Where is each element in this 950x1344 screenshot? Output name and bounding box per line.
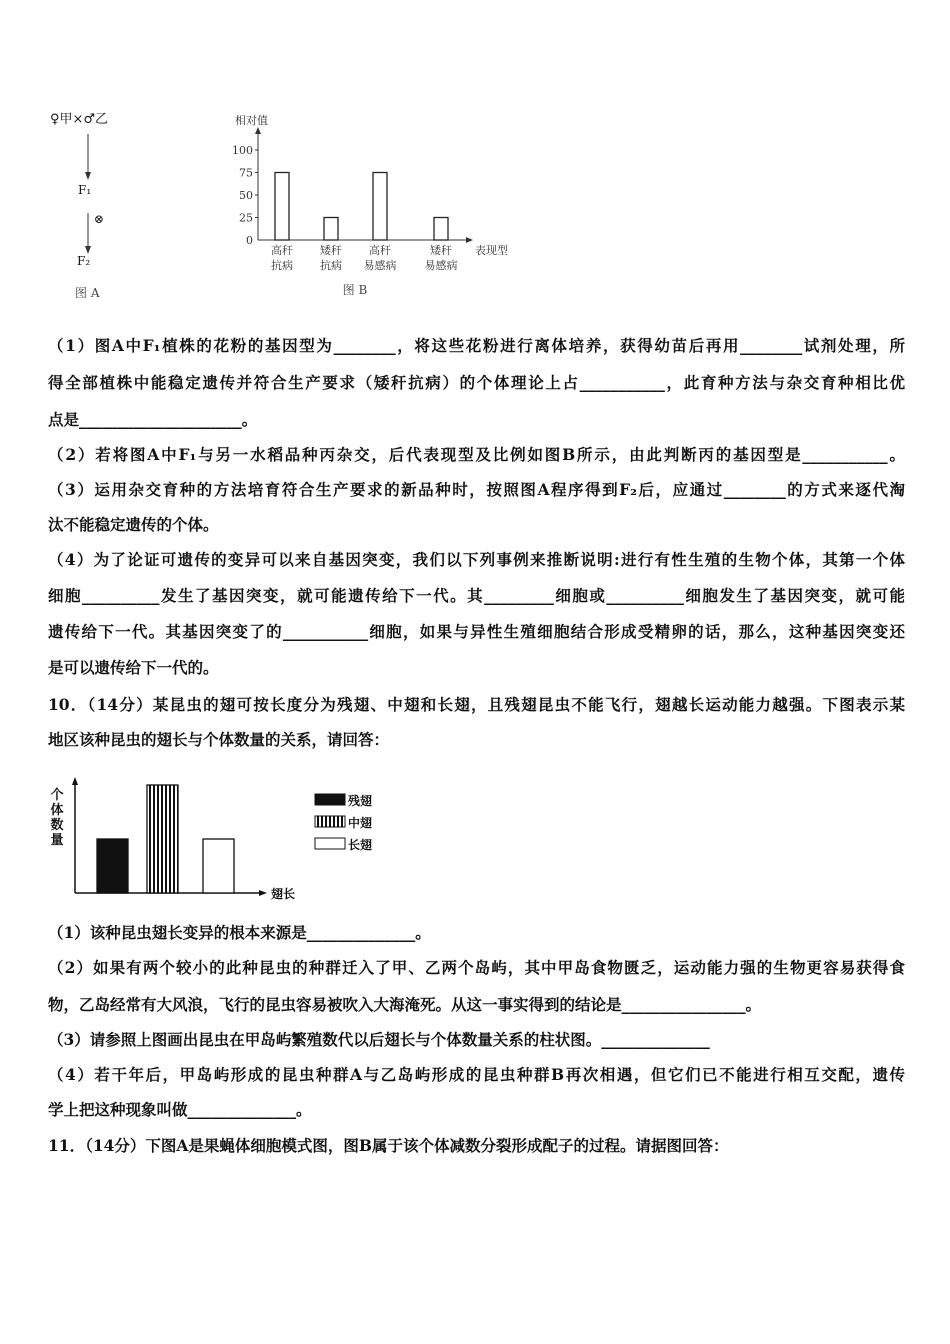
figure-b-caption: 图 B [342,283,368,297]
x-tick-label: 高秆 [369,244,391,257]
text-line: （1）图A中F₁植株的花粉的基因型为________，将这些花粉进行离体培养，获得幼苗后再用________试剂处理，所 [48,336,905,355]
figure-a [50,108,160,303]
legend-label: 残翅 [348,794,373,808]
bar-short-wing [97,839,128,893]
figure-a-caption: 图 A [75,286,100,300]
bar [373,173,387,241]
figure-a-parents: ♀甲×♂乙 [50,112,109,127]
y-tick-label: 100 [232,144,253,157]
bar-medium-wing [147,785,178,893]
text-line: （3）运用杂交育种的方法培育符合生产要求的新品种时，按照图A程序得到F₂后，应通过________的方式来逐代淘 [48,480,905,499]
text-line: 点是_____________________。 [48,410,258,429]
figure-b-chart [225,108,525,303]
y-axis-label-char: 量 [50,833,64,848]
text-line: （4）为了论证可遗传的变异可以来自基因突变，我们以下列事例来推断说明:进行有性生殖的生物个体，其第一个体 [48,550,905,569]
y-axis-arrow [72,777,78,785]
text-line: 物，乙岛经常有大风浪，飞行的昆虫容易被吹入大海淹死。从这一事实得到的结论是________________。 [48,995,762,1014]
text-line: （3）请参照上图画出昆虫在甲岛屿繁殖数代以后翅长与个体数量关系的柱状图。______________ [48,1030,710,1049]
bar [434,218,448,241]
x-tick-label: 高秆 [271,244,293,257]
x-tick-label: 易感病 [424,259,458,272]
text-line: 遗传给下一代。其基因突变了的___________细胞，如果与异性生殖细胞结合形成受精卵的话，那么，这种基因突变还 [48,622,905,641]
y-axis-arrow [255,127,261,134]
legend-label: 中翅 [348,816,373,830]
legend-swatch [315,816,345,827]
y-tick-label: 0 [246,234,253,247]
text-line: 是可以遗传给下一代的。 [48,658,219,677]
wing-length-chart [45,775,395,905]
y-tick-label: 50 [239,189,253,202]
bar-long-wing [203,839,234,893]
y-tick-label: 25 [239,211,253,225]
legend-swatch [315,838,345,849]
bar [324,218,338,241]
text-line: （4）若干年后，甲岛屿形成的昆虫种群A与乙岛屿形成的昆虫种群B再次相遇，但它们已不能进行相互交配，遗传 [48,1065,905,1084]
x-axis-label: 翅长 [271,887,296,901]
y-axis-label-char: 数 [50,818,64,833]
figure-a-f1: F₁ [78,183,92,197]
figure-a-f2: F₂ [77,254,91,268]
y-axis-label-char: 体 [50,803,64,818]
text-line: 10．（14分）某昆虫的翅可按长度分为残翅、中翅和长翅，且残翅昆虫不能飞行，翅越长运动能力越强。下图表示某 [48,695,905,714]
x-axis-label: 表现型 [475,244,508,257]
text-line: 得全部植株中能稳定遗传并符合生产要求（矮秆抗病）的个体理论上占___________，此育种方法与杂交育种相比优 [48,373,905,392]
x-tick-label: 矮秆 [320,244,342,257]
x-tick-label: 矮秆 [430,244,452,257]
y-axis-label: 相对值 [235,114,268,127]
x-tick-label: 易感病 [363,259,397,272]
y-tick-label: 75 [239,166,253,180]
text-line: 地区该种昆虫的翅长与个体数量的关系，请回答： [48,730,390,749]
y-axis-label-char: 个 [50,788,64,803]
text-line: 学上把这种现象叫做______________。 [48,1100,312,1119]
text-line: （1）该种昆虫翅长变异的根本来源是______________。 [48,923,431,942]
text-line: （2）若将图A中F₁与另一水稻品种丙杂交，后代表现型及比例如图B所示，由此判断丙的基因型是___________。 [48,445,905,464]
bar [275,173,289,241]
legend-label: 长翅 [348,838,373,852]
x-axis-arrow [466,237,473,243]
legend-swatch [315,794,345,805]
text-line: 细胞__________发生了基因突变，就可能遗传给下一代。其_________细胞或__________细胞发生了基因突变，就可能 [48,586,905,605]
text-line: 汰不能稳定遗传的个体。 [48,515,219,534]
text-line: 11．（14分）下图A是果蝇体细胞模式图，图B属于该个体减数分裂形成配子的过程。请据图回答： [48,1136,729,1155]
selfing-symbol: ⊗ [94,212,105,226]
x-tick-label: 抗病 [271,259,293,272]
text-line: （2）如果有两个较小的此种昆虫的种群迁入了甲、乙两个岛屿，其中甲岛食物匮乏，运动能力强的生物更容易获得食 [48,958,905,977]
x-axis-arrow [259,890,267,896]
x-tick-label: 抗病 [320,259,342,272]
